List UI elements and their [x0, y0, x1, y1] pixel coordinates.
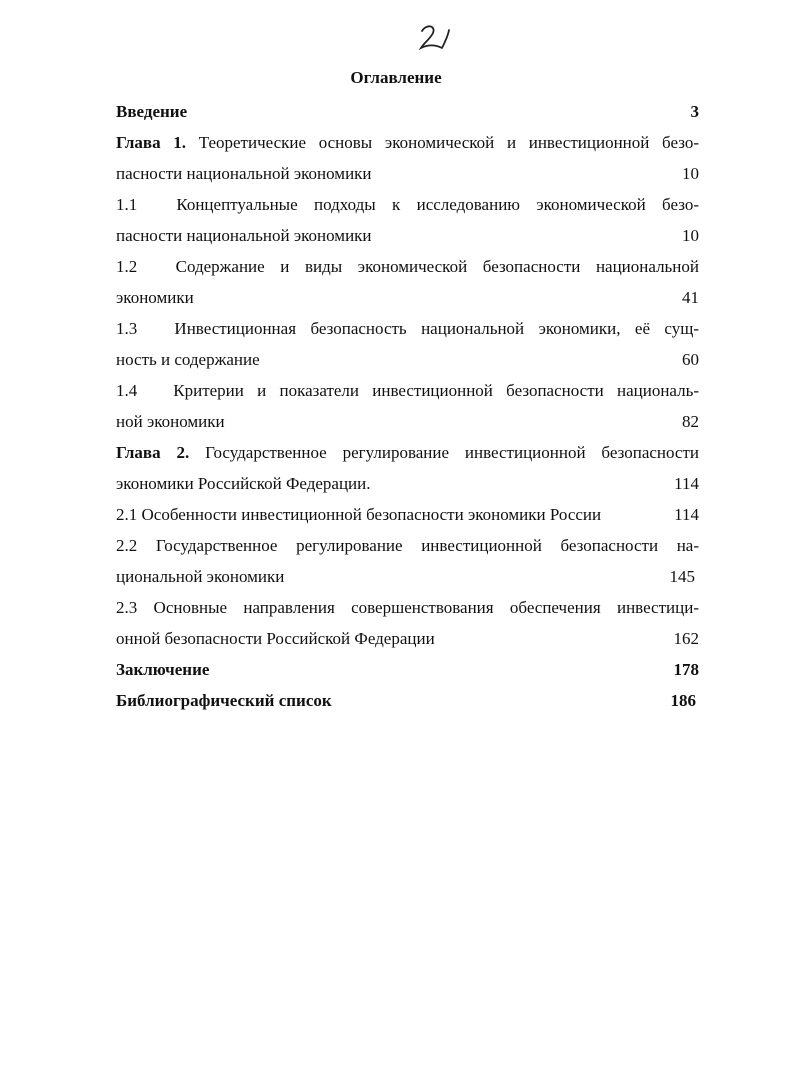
toc-entry-text: ной экономики: [116, 412, 225, 431]
toc-entry-page: 114: [674, 474, 699, 493]
toc-entry-chapter-1-continued: [116, 158, 699, 189]
toc-entry-2-1: [116, 499, 699, 530]
toc-entry-text: пасности национальной экономики: [116, 226, 372, 245]
toc-entry-1-2: [116, 251, 699, 282]
toc-entry-1-4: [116, 375, 699, 406]
toc-entry-chapter-2-continued: [116, 468, 699, 499]
toc-entry-bibliography: [116, 685, 699, 716]
toc-entry-text: онной безопасности Российской Федерации: [116, 629, 435, 648]
toc-entry-page: 60: [682, 350, 699, 369]
toc-entry-2-3: [116, 592, 699, 623]
toc-entry-text: Государственное регулирование инвестиционной безопасности: [205, 443, 699, 462]
toc-entry-text: Теоретические основы экономической и инвестиционной безо-: [198, 133, 699, 152]
toc-entry-text: циональной экономики: [116, 567, 285, 586]
toc-entry-page: 178: [673, 660, 699, 679]
toc-entry-text: Концептуальные подходы к исследованию экономической безо-: [176, 195, 700, 214]
section-number: 1.4: [116, 381, 138, 400]
toc-entry-text: Содержание и виды экономической безопасности национальной: [175, 257, 700, 276]
toc-entry-page: 114: [674, 505, 699, 524]
toc-entry-1-3: [116, 313, 699, 344]
page-title: Оглавление: [350, 68, 442, 87]
toc-entry-2-2: [116, 530, 699, 561]
toc-entry-1-1: [116, 189, 699, 220]
toc-entry-text: Введение: [116, 102, 188, 121]
toc-entry-text: 2.3 Основные направления совершенствования обеспечения инвестици-: [116, 598, 699, 617]
toc-entry-1-1-continued: [116, 220, 699, 251]
toc-entry-page: 186: [670, 691, 696, 710]
toc-entry-2-3-continued: [116, 623, 699, 654]
toc-entry-text: экономики Российской Федерации.: [116, 474, 371, 493]
chapter-label: Глава 2.: [116, 443, 190, 462]
section-number: 1.3: [116, 319, 138, 338]
toc-entry-conclusion: [116, 654, 699, 685]
toc-entry-text: Библиографический список: [116, 691, 332, 710]
toc-entry-text: 2.1 Особенности инвестиционной безопасности экономики России: [116, 505, 602, 524]
toc-entry-2-2-continued: [116, 561, 699, 592]
handwritten-page-number: [412, 22, 452, 52]
toc-entry-text: 2.2 Государственное регулирование инвестиционной безопасности на-: [116, 536, 699, 555]
toc-entry-text: Инвестиционная безопасность национальной экономики, её сущ-: [174, 319, 700, 338]
toc-entry-page: 10: [682, 164, 699, 183]
toc-entry-page: 82: [682, 412, 699, 431]
section-number: 1.2: [116, 257, 138, 276]
section-number: 1.1: [116, 195, 138, 214]
toc-entry-page: 41: [682, 288, 699, 307]
toc-entry-text: Заключение: [116, 660, 210, 679]
toc-entry-introduction: [116, 96, 699, 127]
chapter-label: Глава 1.: [116, 133, 187, 152]
toc-entry-chapter-2: [116, 437, 699, 468]
toc-entry-text: экономики: [116, 288, 194, 307]
toc-entry-page: 162: [673, 629, 699, 648]
toc-entry-chapter-1: [116, 127, 699, 158]
toc-entry-text: пасности национальной экономики: [116, 164, 372, 183]
toc-entry-1-2-continued: [116, 282, 699, 313]
toc-entry-text: ность и содержание: [116, 350, 260, 369]
toc-entry-page: 10: [682, 226, 699, 245]
toc-entry-page: 3: [690, 102, 699, 121]
toc-entry-1-3-continued: [116, 344, 699, 375]
toc-entry-page: 145: [669, 567, 695, 586]
toc-entry-1-4-continued: [116, 406, 699, 437]
table-of-contents: [116, 96, 699, 716]
toc-entry-text: Критерии и показатели инвестиционной безопасности националь-: [173, 381, 700, 400]
